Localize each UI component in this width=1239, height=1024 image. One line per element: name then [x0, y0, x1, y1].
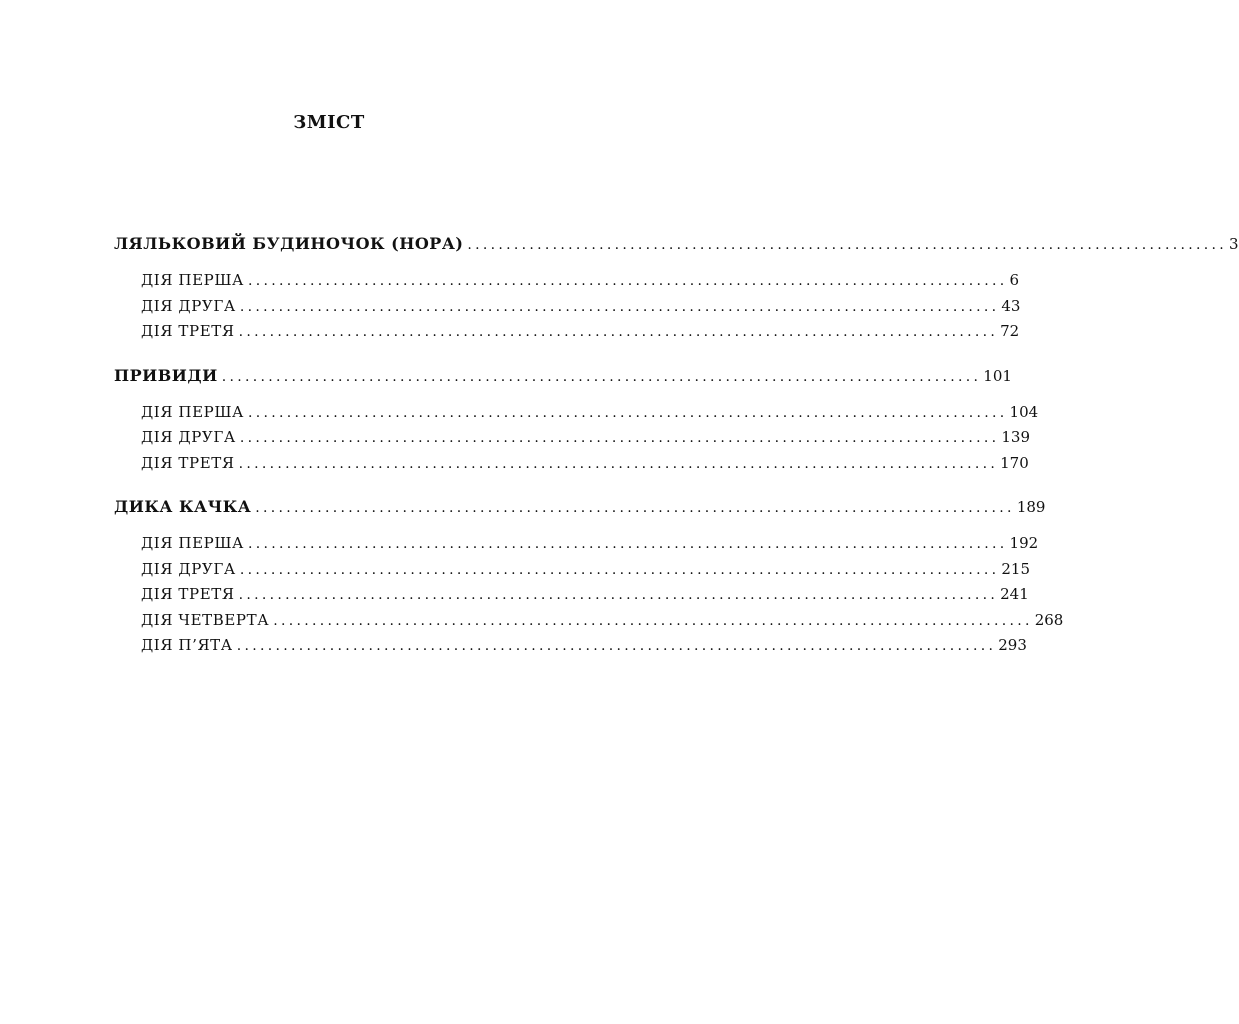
toc-section-title-row[interactable]	[114, 234, 1239, 262]
dot-leader: ..................................................................................................	[238, 324, 999, 340]
toc-entry[interactable]	[114, 402, 1039, 429]
toc-entry[interactable]	[114, 296, 1021, 323]
toc-section-title-row[interactable]	[114, 497, 1046, 525]
toc-entry[interactable]	[114, 322, 1020, 348]
section-title: ЛЯЛЬКОВИЙ БУДИНОЧОК (НОРА)	[114, 234, 464, 253]
entry-label: ДІЯ ЧЕТВЕРТА	[141, 610, 270, 629]
entry-label: ДІЯ ПЕРША	[141, 534, 245, 552]
entry-label: ДІЯ ТРЕТЯ	[141, 322, 235, 340]
entry-label: ДІЯ ДРУГА	[141, 559, 236, 578]
dot-leader: ..................................................................................................	[239, 298, 1000, 315]
toc-entry[interactable]	[114, 610, 1064, 637]
page-number: 170	[1000, 453, 1029, 472]
page-number: 189	[1016, 498, 1046, 516]
page-number: 101	[983, 366, 1012, 385]
page-number: 104	[1009, 402, 1039, 421]
toc-entry[interactable]	[114, 453, 1029, 480]
page-number: 72	[1000, 322, 1020, 340]
toc-section-2	[114, 365, 1039, 480]
toc-entry[interactable]	[114, 534, 1039, 560]
page-number: 241	[1000, 585, 1029, 603]
page-number: 43	[1001, 296, 1021, 315]
toc-entry[interactable]	[114, 428, 1030, 454]
page-number: 215	[1001, 559, 1030, 578]
entry-label: ДІЯ П’ЯТА	[141, 636, 233, 654]
toc-section-3	[114, 497, 1064, 662]
section-title: ПРИВИДИ	[114, 365, 218, 385]
dot-leader: ..................................................................................................	[248, 404, 1008, 421]
dot-leader: ..................................................................................................	[238, 455, 999, 472]
section-title: ДИКА КАЧКА	[114, 497, 252, 516]
entry-label: ДІЯ ТРЕТЯ	[141, 585, 235, 603]
page-number: 192	[1009, 534, 1039, 552]
entry-label: ДІЯ ПЕРША	[141, 402, 245, 421]
page-number: 268	[1034, 610, 1064, 629]
dot-leader: ..................................................................................................	[236, 638, 997, 654]
dot-leader: ..................................................................................................	[467, 237, 1227, 253]
entry-label: ДІЯ ДРУГА	[141, 428, 236, 446]
toc-entry[interactable]	[114, 271, 1020, 297]
dot-leader: ..................................................................................................	[221, 368, 982, 385]
table-of-contents	[114, 234, 1239, 680]
page-number: 293	[998, 636, 1027, 654]
toc-entry[interactable]	[114, 559, 1030, 586]
page-number: 6	[1009, 271, 1020, 289]
page-number: 3	[1228, 235, 1239, 253]
dot-leader: ..................................................................................................	[239, 561, 1000, 578]
entry-label: ДІЯ ПЕРША	[141, 271, 245, 289]
dot-leader: ..................................................................................................	[255, 500, 1015, 516]
page-title: ЗМІСТ	[293, 112, 365, 133]
dot-leader: ..................................................................................................	[248, 273, 1008, 289]
dot-leader: ..................................................................................................	[248, 536, 1008, 552]
page-number: 139	[1001, 428, 1030, 446]
toc-section-title-row[interactable]	[114, 365, 1012, 394]
toc-section-1	[114, 234, 1239, 348]
toc-entry[interactable]	[114, 585, 1029, 611]
dot-leader: ..................................................................................................	[273, 612, 1033, 629]
dot-leader: ..................................................................................................	[238, 587, 999, 603]
entry-label: ДІЯ ДРУГА	[141, 296, 236, 315]
toc-entry[interactable]	[114, 636, 1027, 662]
entry-label: ДІЯ ТРЕТЯ	[141, 453, 235, 472]
dot-leader: ..................................................................................................	[239, 430, 1000, 446]
